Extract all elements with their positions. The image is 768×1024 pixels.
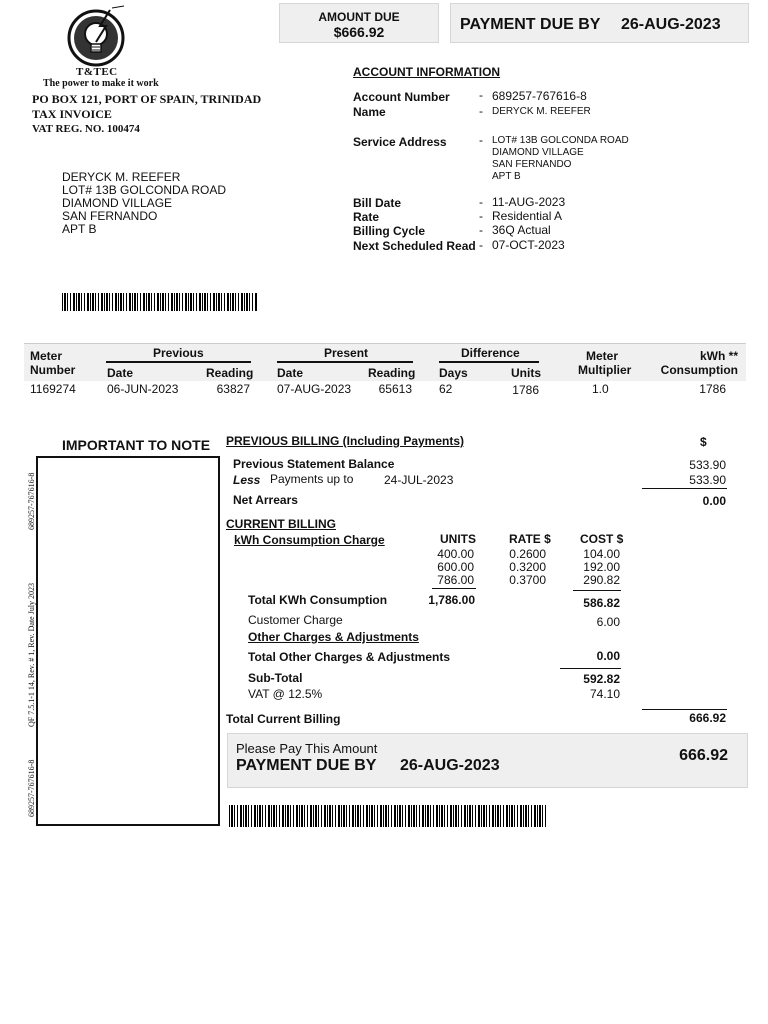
- units-header: Units: [511, 366, 541, 380]
- arrears-rule: [642, 488, 727, 489]
- units-value: 1786: [512, 383, 539, 397]
- mailing-line: SAN FERNANDO: [62, 209, 158, 223]
- dash: -: [479, 223, 483, 237]
- bill-date: 11-AUG-2023: [492, 195, 566, 209]
- billing-cycle-label: Billing Cycle: [353, 224, 426, 238]
- previous-rule: [106, 361, 251, 363]
- vat-value: 74.10: [589, 687, 620, 701]
- company-address: PO BOX 121, PORT OF SPAIN, TRINIDAD: [32, 92, 262, 106]
- company-logo: [66, 4, 130, 68]
- please-pay-box: [227, 733, 748, 788]
- important-note-title: IMPORTANT TO NOTE: [62, 437, 211, 453]
- account-number: 689257-767616-8: [492, 89, 587, 103]
- prev-balance-label: Previous Statement Balance: [233, 457, 395, 471]
- side-form-reference: QF 7.5.1-1 14, Rev. # 1, Rev. Date July 2023: [27, 582, 36, 727]
- customer-charge-value: 6.00: [596, 615, 620, 629]
- rate-label: Rate: [353, 210, 380, 224]
- present-date: 07-AUG-2023: [277, 382, 352, 396]
- meter-number: 1169274: [30, 382, 76, 396]
- tier-rate: 0.3700: [509, 573, 546, 587]
- total-kwh-units: 1,786.00: [428, 593, 475, 607]
- kwh-header: kWh **: [699, 349, 738, 363]
- total-kwh-label: Total KWh Consumption: [248, 593, 388, 607]
- less-label: Less: [233, 473, 261, 487]
- days-value: 62: [439, 382, 453, 396]
- mailing-line: APT B: [62, 222, 97, 236]
- pay-due-date: 26-AUG-2023: [400, 757, 500, 774]
- prev-reading-header: Reading: [206, 366, 254, 380]
- prev-date-header: Date: [107, 366, 134, 380]
- document-type: TAX INVOICE: [32, 107, 112, 121]
- service-address: [492, 135, 629, 183]
- meter2-header: Meter: [586, 349, 619, 363]
- difference-header: Difference: [461, 346, 520, 360]
- subtotal-value: 592.82: [583, 672, 620, 686]
- company-tagline: The power to make it work: [43, 78, 159, 89]
- number-header: Number: [30, 363, 76, 377]
- dash: -: [479, 195, 483, 209]
- dash: -: [479, 133, 483, 147]
- payments-date: 24-JUL-2023: [384, 473, 454, 487]
- amount-due-label: AMOUNT DUE: [318, 10, 400, 24]
- tier-units: 400.00: [437, 547, 474, 561]
- days-header: Days: [439, 366, 468, 380]
- prev-balance-value: 533.90: [689, 458, 726, 472]
- other-charges-heading: Other Charges & Adjustments: [248, 630, 419, 644]
- pres-date-header: Date: [277, 366, 304, 380]
- dash: -: [479, 238, 483, 252]
- vat-registration: VAT REG. NO. 100474: [32, 123, 140, 135]
- important-note-box: [36, 456, 220, 826]
- vat-label: VAT @ 12.5%: [248, 687, 323, 701]
- mailing-line: DERYCK M. REEFER: [62, 170, 181, 184]
- current-billing-heading: CURRENT BILLING: [226, 517, 336, 531]
- tier-units: 600.00: [437, 560, 474, 574]
- pay-due-label: PAYMENT DUE BY: [236, 757, 377, 774]
- mailing-line: DIAMOND VILLAGE: [62, 196, 173, 210]
- total-kwh-cost: 586.82: [583, 596, 620, 610]
- side-account-number-top: 689257-767616-8: [27, 472, 36, 530]
- account-info-heading: ACCOUNT INFORMATION: [353, 65, 501, 79]
- logo-text: T&TEC: [76, 66, 118, 78]
- meter-header: Meter: [30, 349, 63, 363]
- payment-due-box: [450, 3, 749, 43]
- multiplier-value: 1.0: [592, 382, 609, 396]
- amount-due-value: $666.92: [333, 24, 385, 40]
- mailing-line: LOT# 13B GOLCONDA ROAD: [62, 183, 227, 197]
- tier-cost: 104.00: [583, 547, 620, 561]
- next-read-date: 07-OCT-2023: [492, 238, 565, 252]
- service-address-label: Service Address: [353, 135, 447, 149]
- customer-charge-label: Customer Charge: [248, 613, 343, 627]
- payments-value: 533.90: [689, 473, 726, 487]
- net-arrears-value: 0.00: [702, 494, 726, 508]
- units-col-header: UNITS: [440, 532, 476, 546]
- consumption-value: 1786: [699, 382, 726, 396]
- rate-col-header: RATE $: [509, 532, 551, 546]
- barcode-top: [62, 293, 258, 311]
- present-header: Present: [324, 346, 369, 360]
- tier-cost: 192.00: [583, 560, 620, 574]
- dash: -: [479, 104, 483, 118]
- total-current-value: 666.92: [689, 711, 726, 725]
- total-other-label: Total Other Charges & Adjustments: [248, 650, 451, 664]
- units-total-rule: [432, 588, 476, 589]
- next-read-label: Next Scheduled Read: [353, 239, 476, 253]
- total-current-rule: [642, 709, 727, 710]
- rate-value: Residential A: [492, 209, 563, 223]
- net-arrears-label: Net Arrears: [233, 493, 298, 507]
- payment-due-date: 26-AUG-2023: [621, 16, 721, 33]
- currency-header: $: [700, 435, 707, 449]
- account-number-label: Account Number: [353, 90, 450, 104]
- dash: -: [479, 209, 483, 223]
- cost-col-header: COST $: [580, 532, 624, 546]
- kwh-charge-label: kWh Consumption Charge: [234, 533, 385, 547]
- name-label: Name: [353, 105, 386, 119]
- tier-rate: 0.3200: [509, 560, 546, 574]
- subtotal-label: Sub-Total: [248, 671, 303, 685]
- previous-header: Previous: [153, 346, 204, 360]
- lightbulb-logo-icon: [66, 4, 130, 68]
- billing-cycle: 36Q Actual: [492, 223, 551, 237]
- bill-date-label: Bill Date: [353, 196, 402, 210]
- dash: -: [479, 88, 483, 102]
- multiplier-header: Multiplier: [578, 363, 632, 377]
- account-name: DERYCK M. REEFER: [492, 106, 591, 117]
- previous-reading: 63827: [216, 382, 250, 396]
- tier-units: 786.00: [437, 573, 474, 587]
- previous-date: 06-JUN-2023: [107, 382, 179, 396]
- please-pay-label: Please Pay This Amount: [236, 741, 378, 756]
- service-line: SAN FERNANDO: [492, 159, 572, 170]
- difference-rule: [439, 361, 539, 363]
- cost-total-rule: [573, 590, 621, 591]
- payment-due-label: PAYMENT DUE BY: [460, 16, 601, 33]
- total-current-label: Total Current Billing: [226, 712, 341, 726]
- tier-cost: 290.82: [583, 573, 620, 587]
- subtotal-rule: [560, 668, 621, 669]
- pay-amount: 666.92: [679, 747, 728, 764]
- barcode-bottom: [229, 805, 547, 827]
- consumption-header: Consumption: [660, 363, 738, 377]
- side-account-number-bottom: 689257-767616-8: [27, 759, 36, 817]
- service-line: DIAMOND VILLAGE: [492, 147, 584, 158]
- present-reading: 65613: [378, 382, 412, 396]
- amount-due-box: [279, 3, 439, 43]
- previous-billing-heading: PREVIOUS BILLING (Including Payments): [226, 434, 465, 448]
- present-rule: [277, 361, 413, 363]
- mailing-address: [62, 171, 226, 236]
- tier-rate: 0.2600: [509, 547, 546, 561]
- service-line: APT B: [492, 171, 521, 182]
- service-line: LOT# 13B GOLCONDA ROAD: [492, 135, 629, 146]
- pres-reading-header: Reading: [368, 366, 416, 380]
- payments-label: Payments up to: [270, 472, 354, 486]
- total-other-value: 0.00: [596, 649, 620, 663]
